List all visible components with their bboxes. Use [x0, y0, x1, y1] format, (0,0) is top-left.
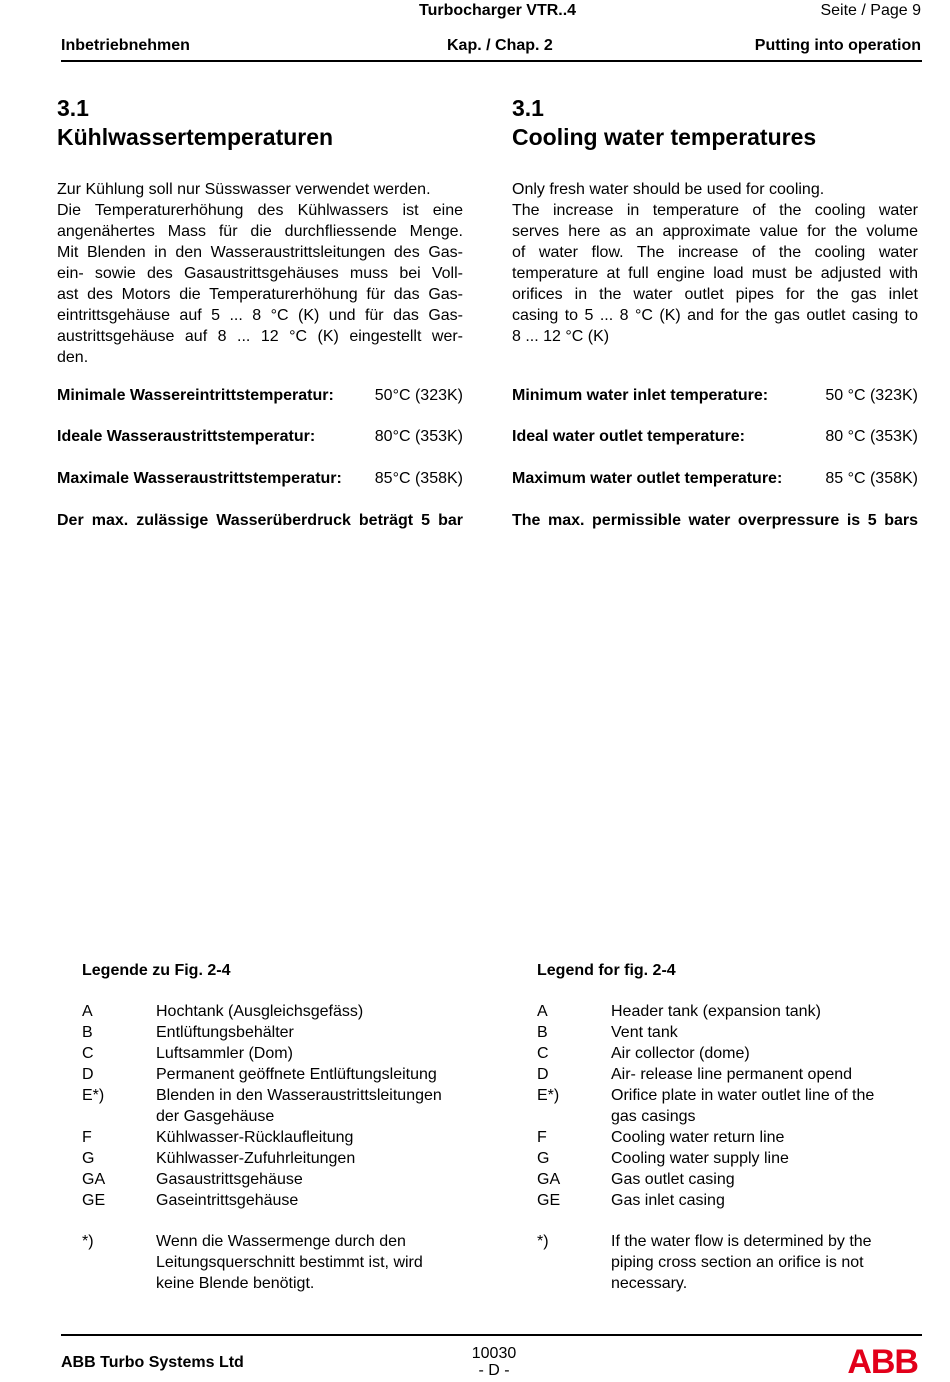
spec-value: 50°C (323K)	[374, 387, 463, 404]
legend-item	[82, 1043, 442, 1064]
spec-label: Maximum water outlet temperature:	[512, 470, 783, 487]
legend-text-line: Kühlwasser-Zufuhrleitungen	[156, 1150, 356, 1167]
doc-no: 10030	[471, 1345, 517, 1362]
legend-key: GA	[82, 1171, 106, 1188]
legend-key: E*)	[537, 1087, 560, 1104]
spec-label: Maximale Wasseraustrittstemperatur:	[57, 470, 342, 487]
spec-row	[57, 470, 463, 488]
legend-item	[537, 1169, 874, 1190]
spec-label: Ideal water outlet temperature:	[512, 428, 745, 445]
legend-text	[156, 1022, 294, 1043]
legend-key: GA	[537, 1171, 561, 1188]
legend-text	[611, 1190, 725, 1211]
legend-key: A	[537, 1003, 548, 1020]
section-number: 3.1	[512, 95, 544, 121]
footnote-key: *)	[82, 1233, 94, 1250]
legend-footnote	[537, 1231, 874, 1294]
legend-item	[537, 1148, 874, 1169]
legend-text	[156, 1064, 437, 1085]
legend-text	[156, 1043, 293, 1064]
legend-key: F	[82, 1129, 92, 1146]
paragraph-line: den.	[57, 349, 89, 366]
legend-item	[537, 1085, 874, 1127]
legend-text-line: Cooling water supply line	[611, 1150, 789, 1167]
spec-row	[512, 470, 918, 488]
legend-text	[156, 1127, 353, 1148]
legend-text	[611, 1001, 821, 1022]
spec-value: 80 °C (353K)	[825, 428, 918, 445]
legend-text	[611, 1022, 678, 1043]
legend-text-line: Orifice plate in water outlet line of the	[611, 1087, 875, 1104]
legend-text-line: Cooling water return line	[611, 1129, 785, 1146]
legend-key: C	[537, 1045, 549, 1062]
legend-item	[82, 1190, 442, 1211]
legend-text-line: Luftsammler (Dom)	[156, 1045, 293, 1062]
legend-text	[156, 1169, 303, 1190]
legend-key: B	[82, 1024, 93, 1041]
legend-text-line: Header tank (expansion tank)	[611, 1003, 821, 1020]
legend-key: G	[82, 1150, 95, 1167]
spec-value: 80°C (353K)	[374, 428, 463, 445]
document-number	[470, 1345, 518, 1379]
footer-rule	[61, 1334, 922, 1336]
legend-key: D	[82, 1066, 94, 1083]
footnote-key: *)	[537, 1233, 549, 1250]
legend-text	[611, 1043, 750, 1064]
paragraph-line: Die Temperaturerhöhung des Kühlwassers ist eine	[57, 202, 463, 219]
spec-value: 50 °C (323K)	[825, 387, 918, 404]
legend-item	[537, 1001, 874, 1022]
footnote-line: keine Blende benötigt.	[156, 1275, 315, 1292]
legend-text	[611, 1064, 852, 1085]
abb-logo: ABB	[847, 1343, 918, 1381]
paragraph-line: orifices in the water outlet pipes for the gas inlet	[512, 286, 918, 303]
section-de: Inbetriebnehmen	[61, 37, 190, 54]
paragraph-line: of water flow. The increase of the cooling water	[512, 244, 918, 261]
legend-title: Legende zu Fig. 2-4	[82, 962, 231, 979]
page-number: Seite / Page 9	[820, 2, 921, 19]
legend-key: GE	[82, 1192, 106, 1209]
company-name: ABB Turbo Systems Ltd	[61, 1354, 244, 1371]
legend-text-line: der Gasgehäuse	[156, 1108, 275, 1125]
header-rule	[61, 60, 922, 62]
legend-item	[82, 1127, 442, 1148]
paragraph-line: casing to 5 ... 8 °C (K) and for the gas outlet casing to	[512, 307, 918, 324]
legend-item	[537, 1022, 874, 1043]
paragraph-line: Mit Blenden in den Wasseraustrittsleitungen des Gas-	[57, 244, 463, 261]
footnote-text	[611, 1231, 872, 1294]
legend-text-line: Gas inlet casing	[611, 1192, 725, 1209]
legend-text	[156, 1085, 442, 1127]
legend-text-line: Gas outlet casing	[611, 1171, 735, 1188]
footnote-line: necessary.	[611, 1275, 688, 1292]
legend-item	[537, 1190, 874, 1211]
spec-label: Minimum water inlet temperature:	[512, 387, 769, 404]
legend-item	[82, 1085, 442, 1127]
legend-item	[537, 1064, 874, 1085]
legend-item	[82, 1022, 442, 1043]
section-en: Putting into operation	[754, 37, 921, 54]
spec-value: 85°C (358K)	[374, 470, 463, 487]
legend-title: Legend for fig. 2-4	[537, 962, 676, 979]
legend-text	[156, 1190, 298, 1211]
legend-text	[156, 1001, 363, 1022]
legend-text-line: Kühlwasser-Rücklaufleitung	[156, 1129, 354, 1146]
legend-key: GE	[537, 1192, 561, 1209]
paragraph-line: ast des Motors die Temperaturerhöhung für das Gas-	[57, 286, 463, 303]
paragraph-line: eintrittsgehäuse auf 5 ... 8 °C (K) und für das Gas-	[57, 307, 463, 324]
legend-key: G	[537, 1150, 550, 1167]
language-code: - D -	[478, 1362, 510, 1379]
legend-text	[156, 1148, 355, 1169]
intro-paragraph	[57, 179, 463, 368]
paragraph-line: The increase in temperature of the cooling water	[512, 202, 918, 219]
footnote-line: piping cross section an orifice is not	[611, 1254, 864, 1271]
section-title: Cooling water temperatures	[512, 124, 817, 150]
legend-text-line: Vent tank	[611, 1024, 678, 1041]
paragraph-line: ein- sowie des Gasaustrittsgehäuses muss bei Voll-	[57, 265, 463, 282]
legend-text-line: gas casings	[611, 1108, 696, 1125]
footnote-text	[156, 1231, 423, 1294]
legend-text-line: Blenden in den Wasseraustrittsleitungen	[156, 1087, 442, 1104]
spec-row	[512, 387, 918, 405]
legend-text	[611, 1127, 784, 1148]
footnote-line: If the water flow is determined by the	[611, 1233, 872, 1250]
intro-paragraph	[512, 179, 918, 347]
legend-footnote	[82, 1231, 442, 1294]
document-title: Turbocharger VTR..4	[419, 2, 577, 19]
legend-key: C	[82, 1045, 94, 1062]
legend-text-line: Hochtank (Ausgleichsgefäss)	[156, 1003, 364, 1020]
legend-key: D	[537, 1066, 549, 1083]
legend-key: E*)	[82, 1087, 105, 1104]
legend-key: F	[537, 1129, 547, 1146]
legend-text-line: Permanent geöffnete Entlüftungsleitung	[156, 1066, 437, 1083]
paragraph-line: austrittsgehäuse auf 8 ... 12 °C (K) eingestellt wer-	[57, 328, 463, 345]
spec-value: 85 °C (358K)	[825, 470, 918, 487]
pressure-note: The max. permissible water overpressure is 5 bars	[512, 512, 918, 529]
legend-item	[82, 1148, 442, 1169]
spec-row	[57, 428, 463, 446]
legend-item	[82, 1064, 442, 1085]
pressure-note: Der max. zulässige Wasserüberdruck beträgt 5 bar	[57, 512, 463, 529]
legend-text-line: Air- release line permanent opend	[611, 1066, 853, 1083]
column-english	[512, 94, 918, 347]
legend-text	[611, 1085, 874, 1127]
spec-label: Ideale Wasseraustrittstemperatur:	[57, 428, 316, 445]
legend-text-line: Gaseintrittsgehäuse	[156, 1192, 299, 1209]
legend-text-line: Air collector (dome)	[611, 1045, 750, 1062]
spec-row	[57, 387, 463, 405]
paragraph-line: temperature at full engine load must be adjusted with	[512, 265, 918, 282]
legend-text-line: Entlüftungsbehälter	[156, 1024, 294, 1041]
legend-item	[82, 1001, 442, 1022]
footnote-line: Leitungsquerschnitt bestimmt ist, wird	[156, 1254, 423, 1271]
legend-text	[611, 1148, 789, 1169]
legend-item	[82, 1169, 442, 1190]
column-german	[57, 94, 463, 368]
section-number: 3.1	[57, 95, 89, 121]
paragraph-line: angenähertes Mass für die durchfliessende Menge.	[57, 223, 463, 240]
footnote-line: Wenn die Wassermenge durch den	[156, 1233, 406, 1250]
legend-text-line: Gasaustrittsgehäuse	[156, 1171, 303, 1188]
paragraph-line: Only fresh water should be used for cooling.	[512, 181, 825, 198]
legend-german	[82, 960, 442, 1294]
legend-key: A	[82, 1003, 93, 1020]
section-title: Kühlwassertemperaturen	[57, 124, 334, 150]
paragraph-line: 8 ... 12 °C (K)	[512, 328, 610, 345]
paragraph-line: serves here as an approximate value for the volume	[512, 223, 918, 240]
spec-row	[512, 428, 918, 446]
legend-key: B	[537, 1024, 548, 1041]
legend-english	[537, 960, 874, 1294]
legend-item	[537, 1043, 874, 1064]
paragraph-line: Zur Kühlung soll nur Süsswasser verwendet werden.	[57, 181, 431, 198]
legend-text	[611, 1169, 735, 1190]
spec-label: Minimale Wassereintrittstemperatur:	[57, 387, 334, 404]
chapter: Kap. / Chap. 2	[447, 37, 553, 54]
legend-item	[537, 1127, 874, 1148]
